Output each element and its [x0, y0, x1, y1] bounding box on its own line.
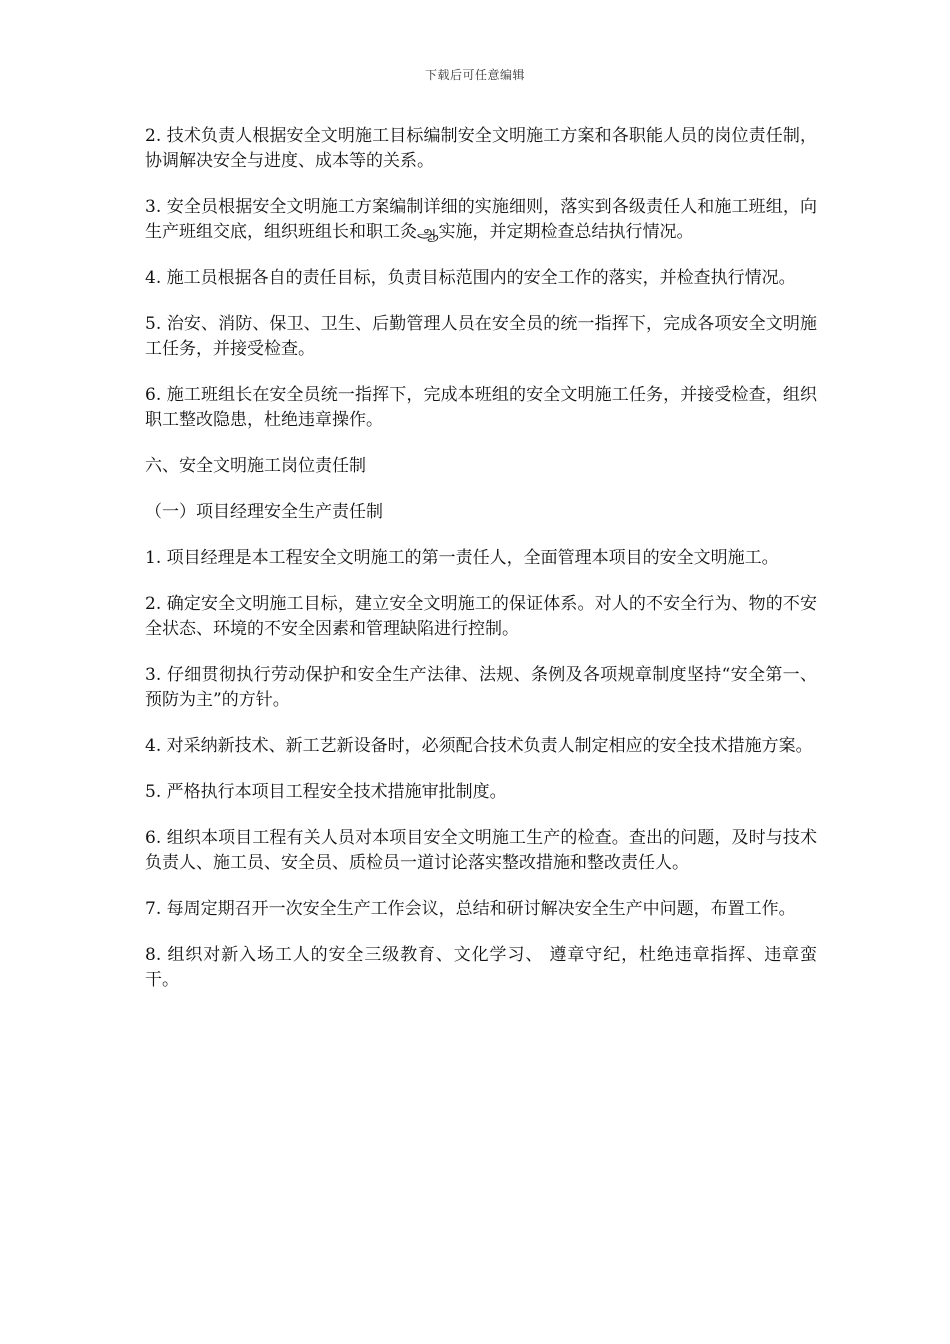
paragraph-pm-6: 6. 组织本项目工程有关人员对本项目安全文明施工生产的检查。查出的问题，及时与技术负责人、施工员、安全员、质检员一道讨论落实整改措施和整改责任人。	[145, 828, 817, 873]
paragraph-pm-8: 8. 组织对新入场工人的安全三级教育、文化学习、 遵章守纪，杜绝违章指挥、违章蛮干。	[145, 945, 817, 990]
paragraph-pm-2: 2. 确定安全文明施工目标，建立安全文明施工的保证体系。对人的不安全行为、物的不安全状态、环境的不安全因素和管理缺陷进行控制。	[145, 594, 817, 639]
paragraph-pm-1: 1. 项目经理是本工程安全文明施工的第一责任人，全面管理本项目的安全文明施工。	[145, 548, 779, 568]
section-heading-six: 六、安全文明施工岗位责任制	[145, 456, 366, 476]
paragraph-item-3-safety-officer: 3. 安全员根据安全文明施工方案编制详细的实施细则，落实到各级责任人和施工班组，向生产班组交底，组织班组长和职工灸ஆ实施，并定期检查总结执行情况。	[145, 197, 817, 242]
paragraph-pm-7: 7. 每周定期召开一次安全生产工作会议，总结和研讨解决安全生产中问题，布置工作。	[145, 899, 796, 919]
paragraph-item-6-team-leader: 6. 施工班组长在安全员统一指挥下，完成本班组的安全文明施工任务，并接受检查，组织职工整改隐患，杜绝违章操作。	[145, 385, 817, 430]
header-note: 下载后可任意编辑	[424, 68, 525, 82]
paragraph-pm-5: 5. 严格执行本项目工程安全技术措施审批制度。	[145, 782, 507, 802]
paragraph-item-2-tech-lead: 2. 技术负责人根据安全文明施工目标编制安全文明施工方案和各职能人员的岗位责任制，协调解决安全与进度、成本等的关系。	[145, 126, 817, 171]
paragraph-pm-3: 3. 仔细贯彻执行劳动保护和安全生产法律、法规、条例及各项规章制度坚持“安全第一、预防为主”的方针。	[145, 665, 817, 710]
paragraph-item-5-logistics: 5. 治安、消防、保卫、卫生、后勤管理人员在安全员的统一指挥下，完成各项安全文明施工任务，并接受检查。	[145, 314, 817, 359]
subsection-heading-one: （一）项目经理安全生产责任制	[145, 502, 383, 522]
paragraph-pm-4: 4. 对采纳新技术、新工艺新设备时，必须配合技术负责人制定相应的安全技术措施方案。	[145, 736, 813, 756]
document-body	[145, 124, 817, 1014]
paragraph-item-4-construction-staff: 4. 施工员根据各自的责任目标，负责目标范围内的安全工作的落实，并检查执行情况。	[145, 268, 796, 288]
